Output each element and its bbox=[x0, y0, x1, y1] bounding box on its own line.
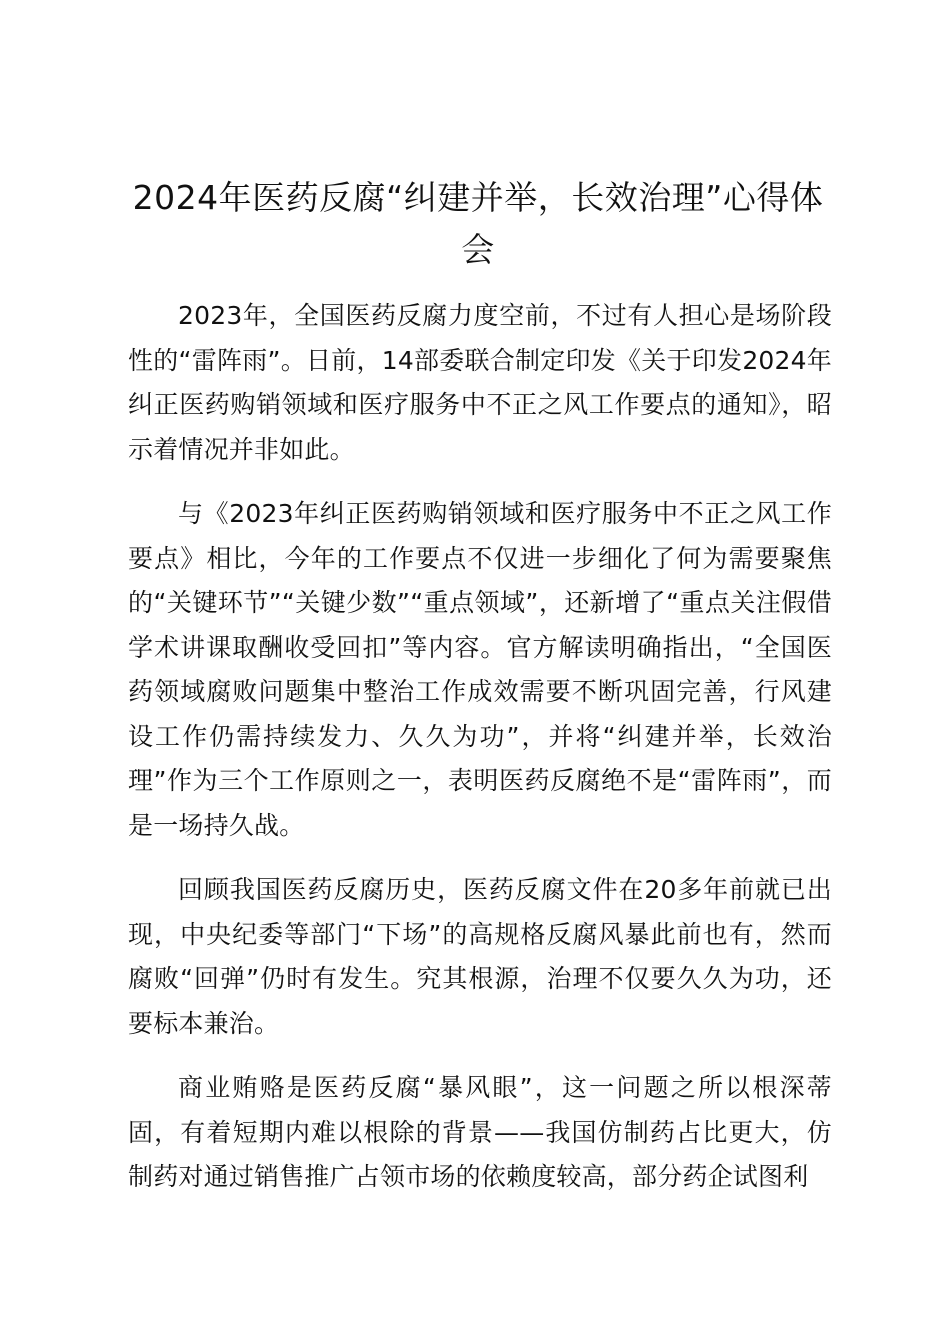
document-body bbox=[128, 294, 832, 1220]
paragraph-1: 2023年，全国医药反腐力度空前，不过有人担心是场阶段性的“雷阵雨”。日前，14部委联合制定印发《关于印发2024年纠正医药购销领域和医疗服务中不正之风工作要点的通知》，昭示着情况并非如此。 bbox=[128, 301, 832, 464]
paragraph-3: 回顾我国医药反腐历史，医药反腐文件在20多年前就已出现，中央纪委等部门“下场”的高规格反腐风暴此前也有，然而腐败“回弹”仍时有发生。究其根源，治理不仅要久久为功，还要标本兼治。 bbox=[128, 875, 832, 1038]
paragraph-2: 与《2023年纠正医药购销领域和医疗服务中不正之风工作要点》相比，今年的工作要点不仅进一步细化了何为需要聚焦的“关键环节”“关键少数”“重点领域”，还新增了“重点关注假借学术讲课取酬收受回扣”等内容。官方解读明确指出，“全国医药领域腐败问题集中整治工作成效需要不断巩固完善，行风建设工作仍需持续发力、久久为功”，并将“纠建并举，长效治理”作为三个工作原则之一，表明医药反腐绝不是“雷阵雨”，而是一场持久战。 bbox=[128, 499, 832, 840]
paragraph-4: 商业贿赂是医药反腐“暴风眼”，这一问题之所以根深蒂固，有着短期内难以根除的背景——我国仿制药占比更大，仿制药对通过销售推广占领市场的依赖度较高，部分药企试图利 bbox=[128, 1073, 832, 1191]
document-title: 2024年医药反腐“纠建并举，长效治理”心得体会 bbox=[132, 178, 824, 269]
